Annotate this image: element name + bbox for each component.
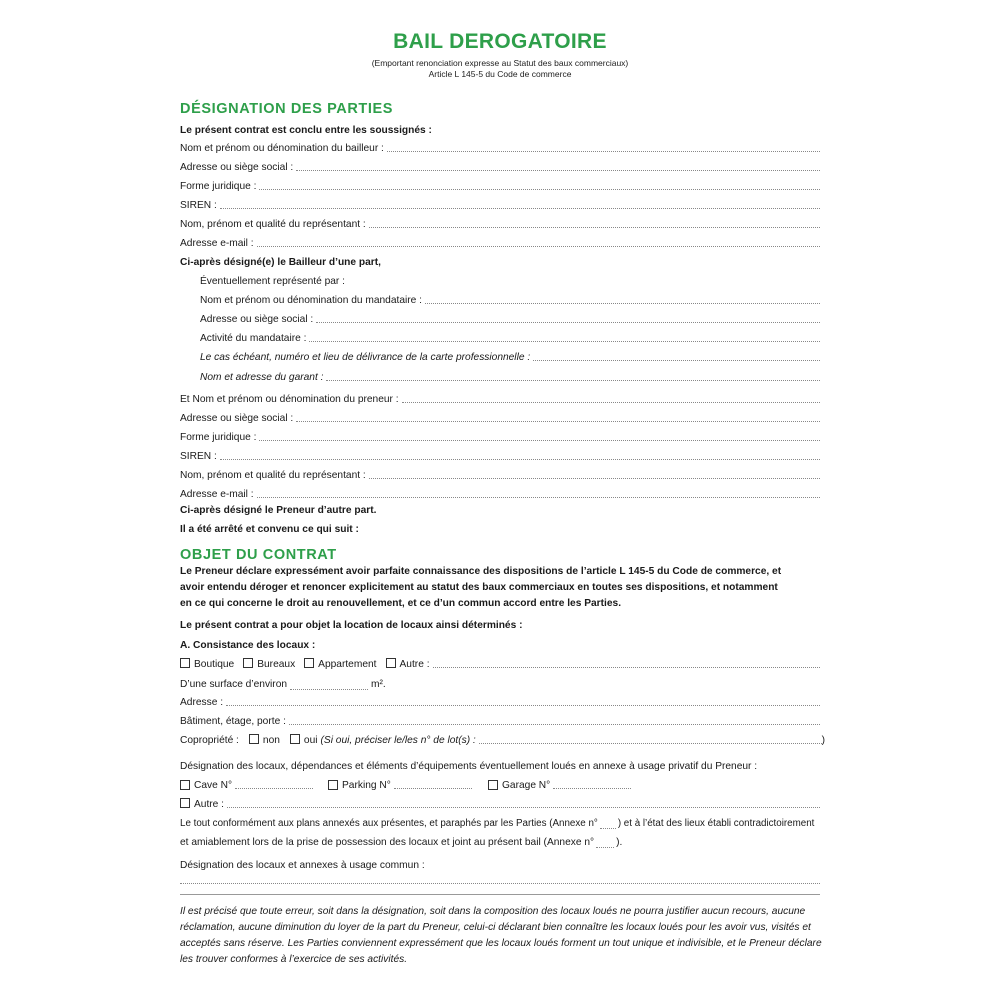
- conforme-text: ) et à l’état des lieux établi contradictoirement: [617, 818, 815, 829]
- copro-label: Copropriété :: [180, 735, 239, 746]
- cave-fill-line[interactable]: [235, 778, 313, 789]
- checkbox[interactable]: [249, 734, 259, 744]
- preneur-email-field[interactable]: Adresse e-mail :: [180, 484, 820, 500]
- section-heading-objet: OBJET DU CONTRAT: [180, 547, 337, 563]
- surface-unit: m².: [371, 679, 386, 690]
- locaux-type-row: [180, 654, 820, 670]
- bailleur-address-field[interactable]: Adresse ou siège social :: [180, 157, 820, 173]
- fill-line[interactable]: [226, 695, 820, 706]
- conforme-text: et amiablement lors de la prise de possession des locaux et joint au présent bail (Annexe n°: [180, 837, 595, 848]
- paragraph-line: avoir entendu déroger et renoncer explicitement au statut des baux commerciaux en toutes ses dispositions, et notamment: [180, 582, 778, 593]
- fill-line[interactable]: [259, 430, 820, 441]
- document-article-ref: Article L 145-5 du Code de commerce: [428, 69, 572, 79]
- cave-option[interactable]: Cave N°: [180, 778, 328, 791]
- fill-line[interactable]: [533, 350, 820, 361]
- copro-lot-fill-line[interactable]: [479, 733, 822, 744]
- garage-option[interactable]: Garage N°: [488, 778, 631, 791]
- copro-hint: (Si oui, préciser le/les n° de lot(s) :: [320, 735, 476, 746]
- autre-annexe-fill-line[interactable]: [227, 797, 820, 808]
- fill-line[interactable]: [289, 714, 820, 725]
- document-title: BAIL DEROGATOIRE: [393, 30, 607, 53]
- fill-line[interactable]: [402, 392, 820, 403]
- checkbox[interactable]: [304, 658, 314, 668]
- paragraph-line: réclamation, aucune diminution du loyer de la part du Preneur, celui-ci déclarant bien connaître les locaux loués pour les avoir vus, visités et: [180, 922, 811, 933]
- checkbox[interactable]: [386, 658, 396, 668]
- bailleur-representant-field[interactable]: Nom, prénom et qualité du représentant :: [180, 214, 820, 230]
- bureaux-option[interactable]: Bureaux: [243, 659, 295, 670]
- autre-annexe-option[interactable]: Autre :: [180, 799, 224, 810]
- objet-paragraph: [180, 564, 825, 612]
- copropriete-row: [180, 730, 825, 746]
- paragraph-line: acceptés sans réserve. Les Parties conviennent expressément que les locaux loués forment un tout unique et indivisible, et le Preneur déclare: [180, 938, 822, 949]
- surface-label: D’une surface d’environ: [180, 679, 288, 690]
- annexe-number-fill[interactable]: [600, 818, 616, 829]
- paragraph-line: Le Preneur déclare expressément avoir parfaite connaissance des dispositions de l’article L 145-5 du Code de commerce, et: [180, 566, 782, 577]
- paragraph-line: en ce qui concerne le droit au renouvellement, et ce d’un commun accord entre les Parties.: [180, 598, 622, 609]
- preneur-end-text: Ci-après désigné le Preneur d’autre part.: [180, 505, 377, 516]
- fill-line[interactable]: [326, 370, 820, 381]
- annexes-row: [180, 775, 825, 791]
- garant-field[interactable]: Nom et adresse du garant :: [200, 367, 820, 383]
- fill-line[interactable]: [316, 312, 820, 323]
- paragraph-line: les trouver conformes à l’exercice de ses activités.: [180, 954, 408, 965]
- fill-line[interactable]: [369, 217, 820, 228]
- preneur-forme-field[interactable]: Forme juridique :: [180, 427, 820, 443]
- annexe-number-fill[interactable]: [596, 837, 614, 848]
- checkbox[interactable]: [243, 658, 253, 668]
- checkbox[interactable]: [328, 780, 338, 790]
- bailleur-forme-field[interactable]: Forme juridique :: [180, 176, 820, 192]
- autre-annexe-row: [180, 794, 820, 810]
- surface-fill-line[interactable]: [290, 679, 368, 690]
- preneur-name-field[interactable]: Et Nom et prénom ou dénomination du preneur :: [180, 389, 820, 405]
- adresse-field[interactable]: Adresse :: [180, 692, 820, 708]
- preneur-representant-field[interactable]: Nom, prénom et qualité du représentant :: [180, 465, 820, 481]
- consistance-heading: A. Consistance des locaux :: [180, 640, 316, 651]
- conforme-text: Le tout conformément aux plans annexés aux présentes, et paraphés par les Parties (Annexe n°: [180, 818, 598, 829]
- commun-label: Désignation des locaux et annexes à usage commun :: [180, 860, 425, 871]
- location-text: Le présent contrat a pour objet la location de locaux ainsi déterminés :: [180, 620, 523, 631]
- conforme-line-1: [180, 813, 825, 829]
- carte-pro-field[interactable]: Le cas échéant, numéro et lieu de délivrance de la carte professionnelle :: [200, 347, 820, 363]
- fill-line[interactable]: [296, 411, 820, 422]
- autre-option[interactable]: Autre :: [386, 659, 430, 670]
- paragraph-line: Il est précisé que toute erreur, soit dans la désignation, soit dans la composition des locaux loués ne pourra justifier aucun recours, aucune: [180, 906, 806, 917]
- fill-line[interactable]: [257, 236, 820, 247]
- fill-line[interactable]: [259, 179, 820, 190]
- parking-fill-line[interactable]: [394, 778, 472, 789]
- checkbox[interactable]: [290, 734, 300, 744]
- bailleur-end-text: Ci-après désigné(e) le Bailleur d’une part,: [180, 257, 381, 268]
- section-heading-designation: DÉSIGNATION DES PARTIES: [180, 101, 394, 117]
- fill-line[interactable]: [425, 293, 820, 304]
- mandataire-name-field[interactable]: Nom et prénom ou dénomination du mandataire :: [200, 290, 820, 306]
- copro-close: ): [821, 735, 825, 746]
- fill-line[interactable]: [387, 141, 820, 152]
- autre-fill-line[interactable]: [433, 657, 820, 668]
- checkbox[interactable]: [180, 798, 190, 808]
- privatif-text: Désignation des locaux, dépendances et éléments d’équipements éventuellement loués en annexe à usage privatif du Preneur :: [180, 761, 758, 772]
- document-subtitle: (Emportant renonciation expresse au Statut des baux commerciaux): [371, 58, 629, 68]
- copro-non-option[interactable]: non: [249, 735, 280, 746]
- garage-fill-line[interactable]: [553, 778, 631, 789]
- intro-text: Le présent contrat est conclu entre les soussignés :: [180, 125, 432, 136]
- mandataire-address-field[interactable]: Adresse ou siège social :: [200, 309, 820, 325]
- checkbox[interactable]: [488, 780, 498, 790]
- fill-line[interactable]: [220, 449, 820, 460]
- fill-line[interactable]: [220, 198, 820, 209]
- mandataire-activite-field[interactable]: Activité du mandataire :: [200, 328, 820, 344]
- copro-oui-option[interactable]: oui: [290, 735, 318, 746]
- mandataire-intro: Éventuellement représenté par :: [200, 276, 345, 287]
- preneur-siren-field[interactable]: SIREN :: [180, 446, 820, 462]
- conforme-text: ).: [616, 837, 623, 848]
- batiment-field[interactable]: Bâtiment, étage, porte :: [180, 711, 820, 727]
- checkbox[interactable]: [180, 658, 190, 668]
- fill-line[interactable]: [257, 487, 820, 498]
- commun-fill-line[interactable]: [180, 883, 820, 884]
- arrete-text: Il a été arrêté et convenu ce qui suit :: [180, 524, 359, 535]
- fill-line[interactable]: [296, 160, 820, 171]
- fill-line[interactable]: [369, 468, 820, 479]
- preneur-address-field[interactable]: Adresse ou siège social :: [180, 408, 820, 424]
- surface-row: [180, 674, 825, 690]
- appartement-option[interactable]: Appartement: [304, 659, 376, 670]
- bailleur-name-field[interactable]: Nom et prénom ou dénomination du bailleur :: [180, 138, 820, 154]
- conforme-line-2: [180, 832, 825, 848]
- bailleur-siren-field[interactable]: SIREN :: [180, 195, 820, 211]
- boutique-option[interactable]: Boutique: [180, 659, 234, 670]
- bailleur-email-field[interactable]: Adresse e-mail :: [180, 233, 820, 249]
- fill-line[interactable]: [309, 331, 820, 342]
- parking-option[interactable]: Parking N°: [328, 778, 488, 791]
- checkbox[interactable]: [180, 780, 190, 790]
- precise-paragraph: [180, 904, 825, 968]
- divider: [180, 894, 820, 895]
